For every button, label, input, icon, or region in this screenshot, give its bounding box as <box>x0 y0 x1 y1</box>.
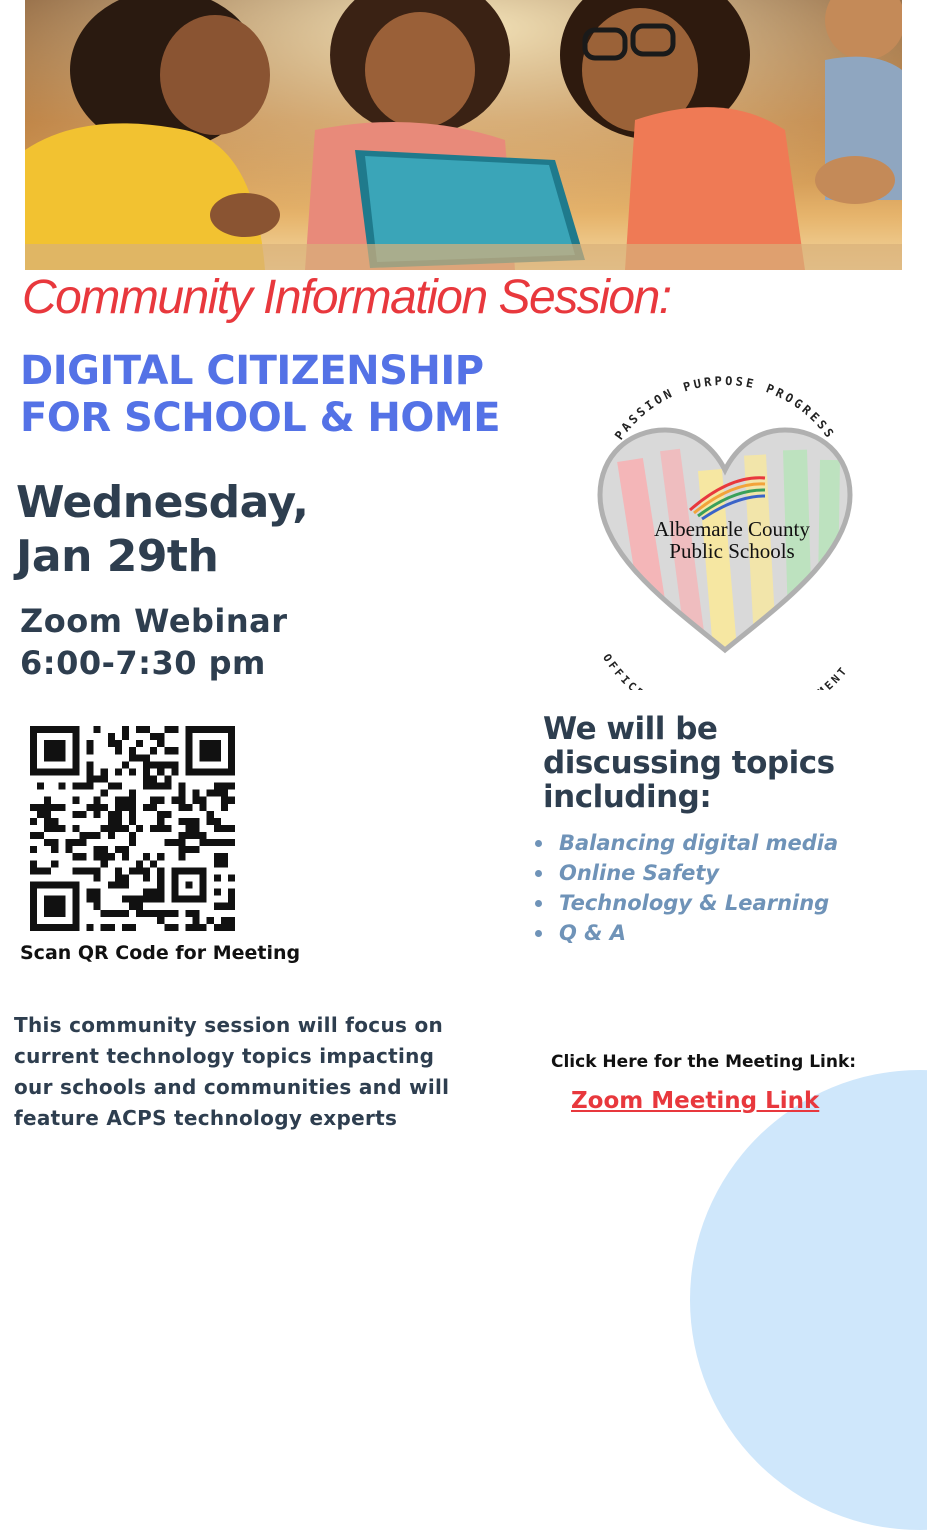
event-format: Zoom Webinar <box>20 602 288 640</box>
topic-item: Online Safety <box>530 858 838 888</box>
subtitle-line: FOR SCHOOL & HOME <box>20 395 501 441</box>
event-time: 6:00-7:30 pm <box>20 644 266 682</box>
meeting-link-caption: Click Here for the Meeting Link: <box>551 1052 857 1072</box>
topics-list <box>530 828 838 948</box>
topics-heading-line: discussing topics <box>543 745 835 781</box>
topic-item: Q & A <box>530 918 838 948</box>
logo-name-line1: Albemarle County <box>654 517 810 541</box>
description-line: current technology topics impacting <box>14 1044 435 1068</box>
topics-heading <box>543 712 835 814</box>
description-line: This community session will focus on <box>14 1013 444 1037</box>
topic-item: Technology & Learning <box>530 888 838 918</box>
description-line: feature ACPS technology experts <box>14 1106 398 1130</box>
session-description <box>14 1010 504 1134</box>
description-line: our schools and communities and will <box>14 1075 450 1099</box>
logo-name-line2: Public Schools <box>669 539 795 563</box>
logo-bottom-arc: OFFIC ENT <box>600 651 852 690</box>
topics-heading-line: We will be <box>543 711 718 747</box>
acps-logo <box>560 360 890 690</box>
event-day: Wednesday, <box>16 477 309 528</box>
qr-caption: Scan QR Code for Meeting <box>20 942 301 964</box>
event-date-value: Jan 29th <box>16 531 219 582</box>
event-details <box>20 600 288 684</box>
decorative-blob <box>690 1070 927 1530</box>
page-subtitle <box>20 348 500 442</box>
qr-code-icon[interactable] <box>30 726 235 931</box>
event-date <box>16 476 308 584</box>
logo-top-arc: PASSION PURPOSE PROGRESS <box>611 373 839 443</box>
hero-photo <box>25 0 902 270</box>
topics-heading-line: including: <box>543 779 712 815</box>
svg-text:OFFICE OF COMMUNITY ENGAGEMENT <box>600 652 851 690</box>
topic-item: Balancing digital media <box>530 828 838 858</box>
subtitle-line: DIGITAL CITIZENSHIP <box>20 348 484 394</box>
page-title: Community Information Session: <box>22 271 671 324</box>
zoom-meeting-link[interactable]: Zoom Meeting Link <box>571 1088 820 1114</box>
